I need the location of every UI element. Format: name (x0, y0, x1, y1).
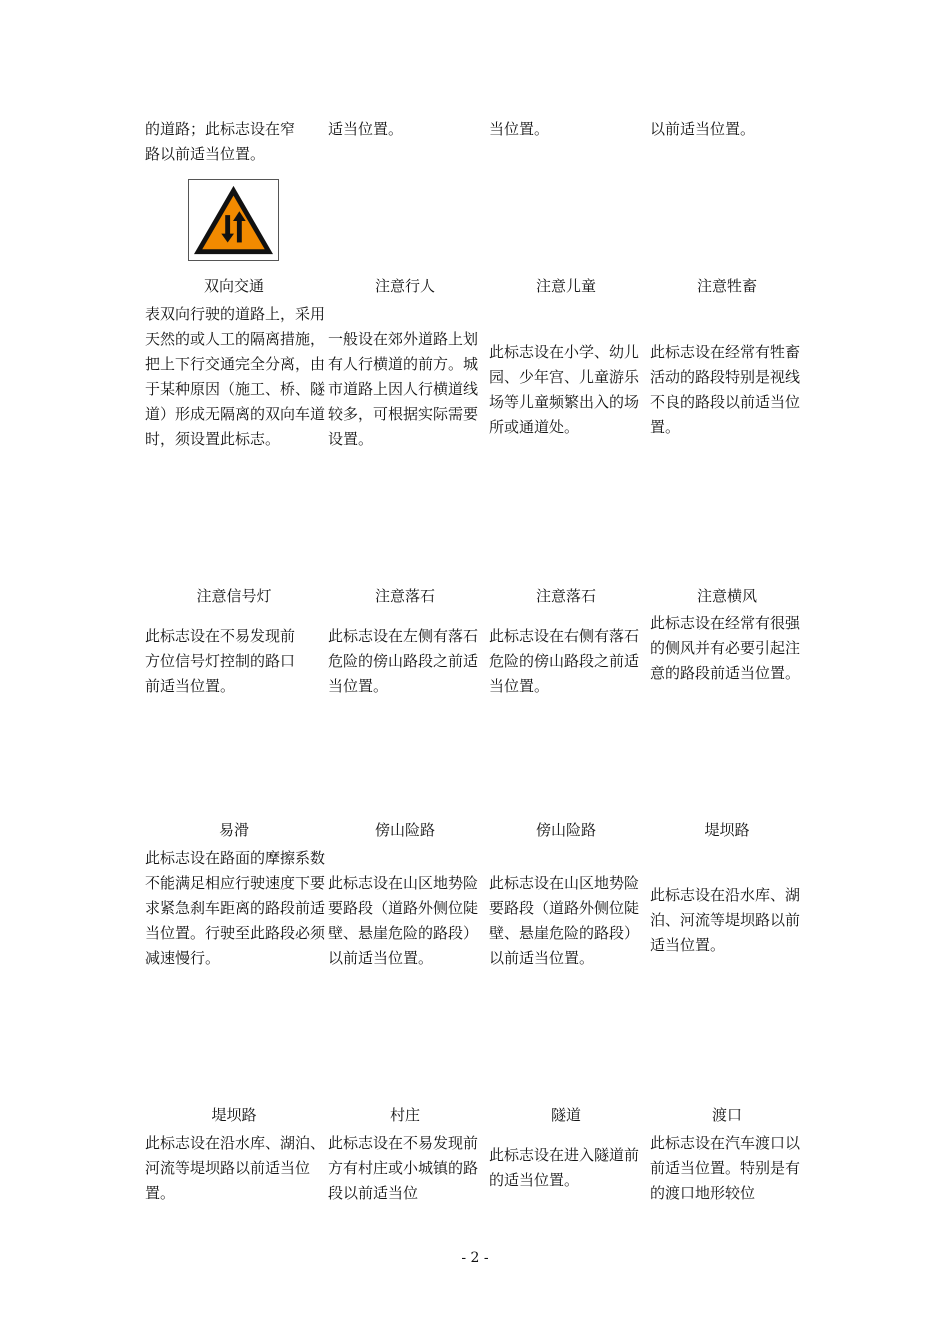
sign-desc-embankment: 此标志设在沿水库、湖泊、河流等堤坝路以前适当位置。 (650, 886, 801, 954)
sign-title-embankment-2: 堤坝路 (211, 1106, 257, 1124)
sign-title-tunnel: 隧道 (550, 1106, 581, 1124)
top-text-col3: 当位置。 (489, 120, 550, 138)
sign-title-crosswind: 注意横风 (696, 587, 757, 605)
sign-title-falling-rocks-right: 注意落石 (535, 587, 596, 605)
sign-desc-pedestrians: 一般设在郊外道路上划有人行横道的前方。城市道路上因人行横道线较多，可根据实际需要设置。 (328, 330, 479, 448)
two-way-traffic-sign-icon (188, 179, 279, 261)
sign-title-embankment: 堤坝路 (704, 821, 750, 839)
sign-desc-falling-rocks-right: 此标志设在右侧有落石危险的傍山路段之前适当位置。 (489, 627, 640, 695)
sign-desc-slippery: 此标志设在路面的摩擦系数不能满足相应行驶速度下要求紧急刹车距离的路段前适当位置。行驶至此路段必须减速慢行。 (145, 849, 326, 967)
sign-desc-ferry: 此标志设在汽车渡口以前适当位置。特别是有的渡口地形较位 (650, 1134, 801, 1202)
sign-title-slippery: 易滑 (218, 821, 249, 839)
sign-title-mountain-road-1: 傍山险路 (374, 821, 435, 839)
sign-title-ferry: 渡口 (711, 1106, 742, 1124)
top-text-col1: 的道路；此标志设在窄路以前适当位置。 (145, 120, 296, 163)
sign-title-livestock: 注意牲畜 (696, 277, 757, 295)
sign-desc-children: 此标志设在小学、幼儿园、少年宫、儿童游乐场等儿童频繁出入的场所或通道处。 (489, 343, 640, 436)
sign-desc-livestock: 此标志设在经常有牲畜活动的路段特别是视线不良的路段以前适当位置。 (650, 343, 801, 436)
sign-title-village: 村庄 (389, 1106, 420, 1124)
sign-desc-crosswind: 此标志设在经常有很强的侧风并有必要引起注意的路段前适当位置。 (650, 614, 801, 682)
sign-desc-falling-rocks-left: 此标志设在左侧有落石危险的傍山路段之前适当位置。 (328, 627, 479, 695)
sign-desc-mountain-road-1: 此标志设在山区地势险要路段（道路外侧位陡壁、悬崖危险的路段）以前适当位置。 (328, 874, 479, 967)
sign-title-children: 注意儿童 (535, 277, 596, 295)
top-text-col2: 适当位置。 (328, 120, 404, 138)
sign-desc-embankment-2: 此标志设在沿水库、湖泊、河流等堤坝路以前适当位置。 (145, 1134, 326, 1202)
sign-title-two-way-traffic: 双向交通 (203, 277, 264, 295)
sign-title-mountain-road-2: 傍山险路 (535, 821, 596, 839)
sign-title-signal-light: 注意信号灯 (196, 587, 272, 605)
page-number: - 2 - (461, 1250, 489, 1266)
sign-desc-signal-light: 此标志设在不易发现前方位信号灯控制的路口前适当位置。 (145, 627, 296, 695)
sign-desc-mountain-road-2: 此标志设在山区地势险要路段（道路外侧位陡壁、悬崖危险的路段）以前适当位置。 (489, 874, 640, 967)
sign-title-pedestrians: 注意行人 (374, 277, 435, 295)
sign-title-falling-rocks-left: 注意落石 (374, 587, 435, 605)
sign-desc-tunnel: 此标志设在进入隧道前的适当位置。 (489, 1146, 640, 1189)
sign-desc-village: 此标志设在不易发现前方有村庄或小城镇的路段以前适当位 (328, 1134, 479, 1202)
top-text-col4: 以前适当位置。 (650, 120, 756, 138)
sign-desc-two-way-traffic: 表双向行驶的道路上，采用天然的或人工的隔离措施，把上下行交通完全分离，由于某种原因（施工、桥、隧道）形成无隔离的双向车道时，须设置此标志。 (145, 305, 326, 448)
